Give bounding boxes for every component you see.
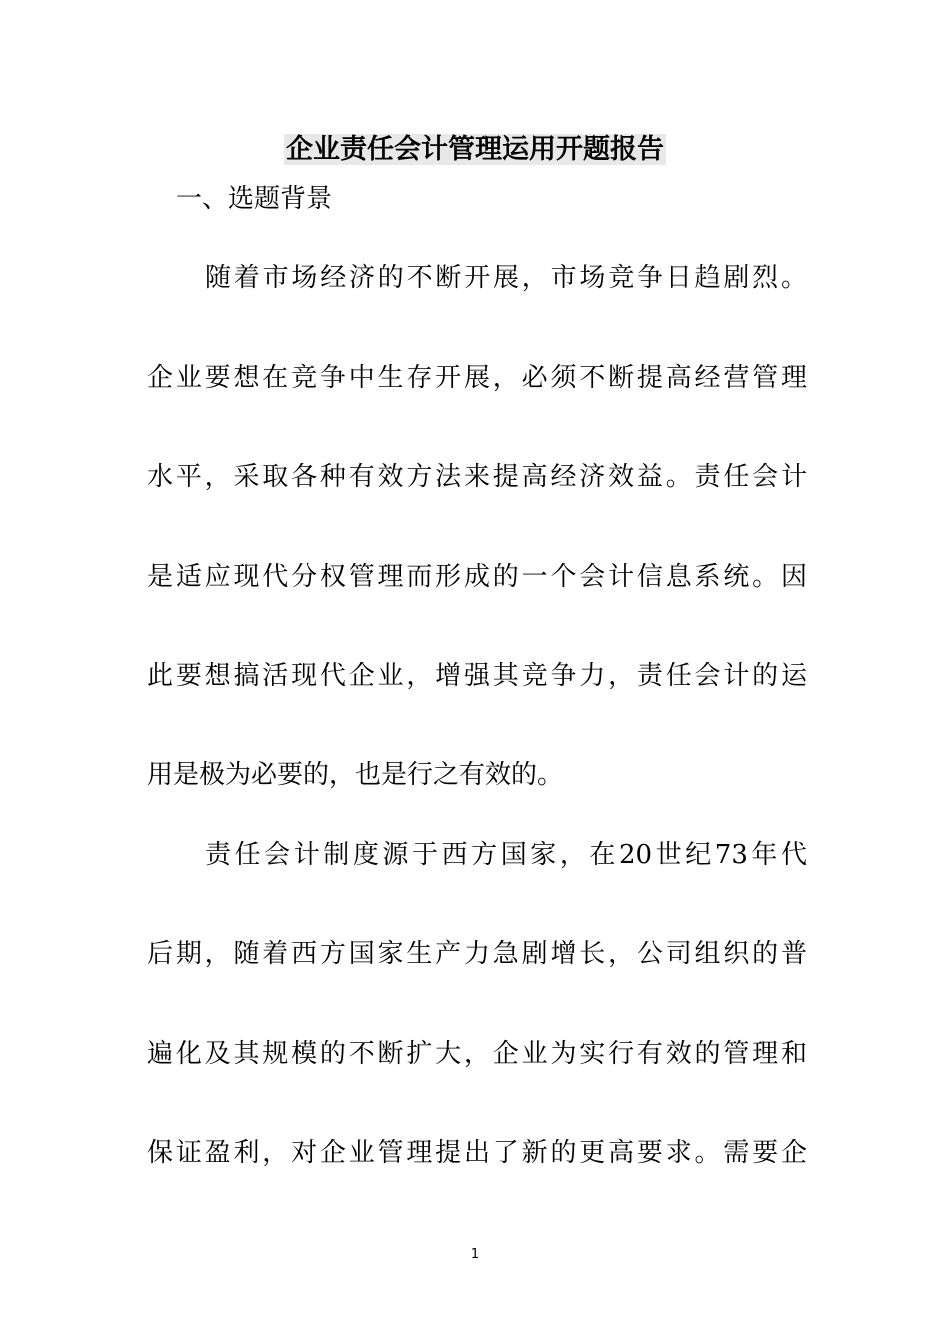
paragraph-line: 责任会计制度源于西方国家，在20世纪73年代: [205, 840, 807, 870]
paragraph-line: 此要想搞活现代企业，增强其竞争力，责任会计的运: [147, 661, 807, 691]
document-title-text: 企业责任会计管理运用开题报告: [286, 134, 664, 165]
section-heading: 一、选题背景: [176, 184, 333, 214]
paragraph-line: 遍化及其规模的不断扩大，企业为实行有效的管理和: [147, 1039, 807, 1069]
paragraph-line: 用是极为必要的，也是行之有效的。: [147, 760, 564, 790]
document-title: [0, 131, 950, 169]
page-number: 1: [470, 1247, 480, 1262]
paragraph-line: 企业要想在竞争中生存开展，必须不断提高经营管理: [147, 363, 807, 393]
paragraph-line: 水平，采取各种有效方法来提高经济效益。责任会计: [147, 462, 807, 492]
paragraph-line: 后期，随着西方国家生产力急剧增长，公司组织的普: [147, 939, 807, 969]
paragraph-line: 是适应现代分权管理而形成的一个会计信息系统。因: [147, 562, 807, 592]
paragraph-line: 随着市场经济的不断开展，市场竞争日趋剧烈。: [205, 263, 807, 293]
paragraph-line: 保证盈利，对企业管理提出了新的更高要求。需要企: [147, 1138, 807, 1168]
